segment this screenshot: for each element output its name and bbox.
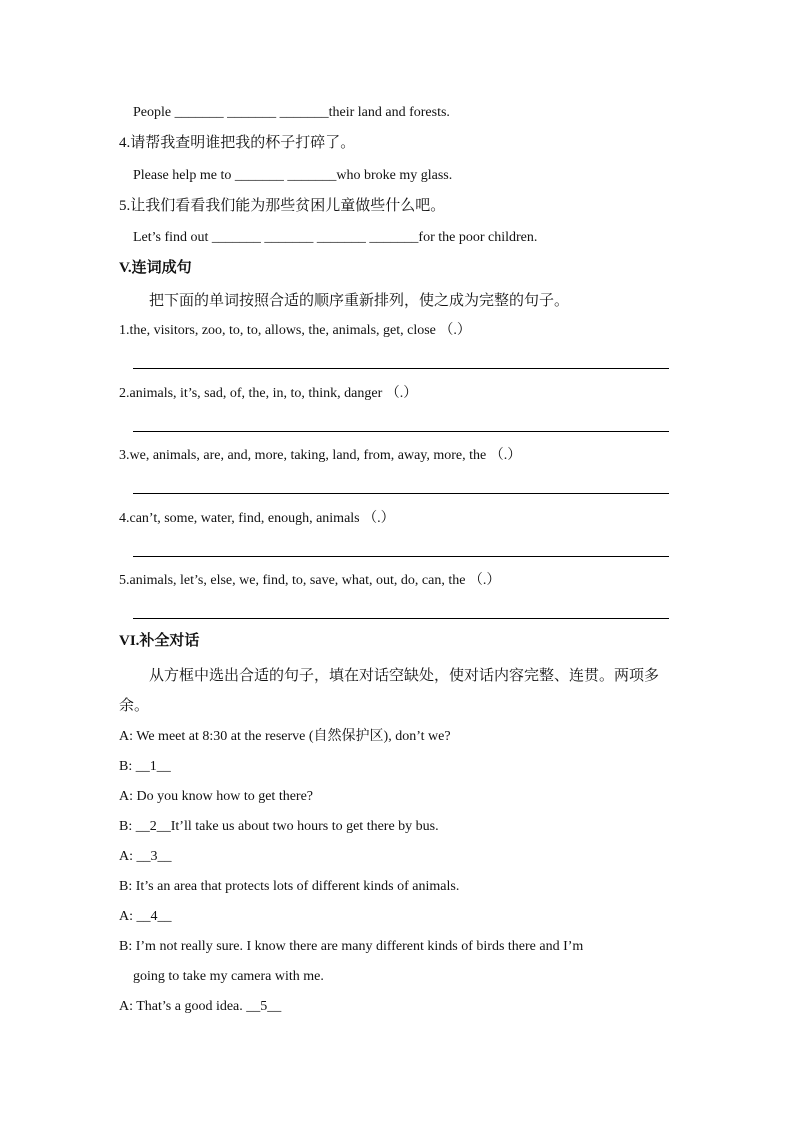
answer-line-4[interactable] [133, 556, 669, 557]
answer-line-5[interactable] [133, 618, 669, 619]
section-6-instruction: 从方框中选出合适的句子，填在对话空缺处，使对话内容完整、连贯。两项多余。 [119, 668, 660, 714]
dialogue-line-5: A: __3__ [119, 849, 172, 864]
dialogue-line-10: A: That’s a good idea. __5__ [119, 999, 282, 1014]
dialogue-line-9: going to take my camera with me. [133, 969, 324, 984]
reorder-item-5: 5.animals, let’s, else, we, find, to, save, what, out, do, can, the （.） [119, 573, 501, 588]
dialogue-line-2: B: __1__ [119, 759, 171, 774]
section-5-instruction: 把下面的单词按照合适的顺序重新排列，使之成为完整的句子。 [149, 293, 570, 309]
answer-line-1[interactable] [133, 368, 669, 369]
q5-chinese-line: 5.让我们看看我们能为那些贫困儿童做些什么吧。 [119, 198, 446, 214]
q5-english-line: Let’s find out _______ _______ _______ _______for the poor children. [133, 230, 538, 245]
answer-line-2[interactable] [133, 431, 669, 432]
q4-chinese-line: 4.请帮我查明谁把我的杯子打碎了。 [119, 135, 356, 151]
reorder-item-4: 4.can’t, some, water, find, enough, animals （.） [119, 511, 395, 526]
dialogue-line-1: A: We meet at 8:30 at the reserve (自然保护区), don’t we? [119, 729, 451, 744]
dialogue-line-4: B: __2__It’ll take us about two hours to get there by bus. [119, 819, 439, 834]
reorder-item-1: 1.the, visitors, zoo, to, to, allows, the, animals, get, close （.） [119, 323, 471, 338]
dialogue-line-7: A: __4__ [119, 909, 172, 924]
answer-line-3[interactable] [133, 493, 669, 494]
dialogue-line-8: B: I’m not really sure. I know there are many different kinds of birds there and I’m [119, 939, 584, 954]
section-5-heading: V.连词成句 [119, 260, 192, 276]
reorder-item-2: 2.animals, it’s, sad, of, the, in, to, think, danger （.） [119, 386, 418, 401]
reorder-item-3: 3.we, animals, are, and, more, taking, land, from, away, more, the （.） [119, 448, 522, 463]
dialogue-line-3: A: Do you know how to get there? [119, 789, 314, 804]
q3-english-line: People _______ _______ _______their land and forests. [133, 105, 450, 120]
q4-english-line: Please help me to _______ _______who broke my glass. [133, 168, 453, 183]
section-6-heading: VI.补全对话 [119, 633, 200, 649]
dialogue-line-6: B: It’s an area that protects lots of different kinds of animals. [119, 879, 460, 894]
